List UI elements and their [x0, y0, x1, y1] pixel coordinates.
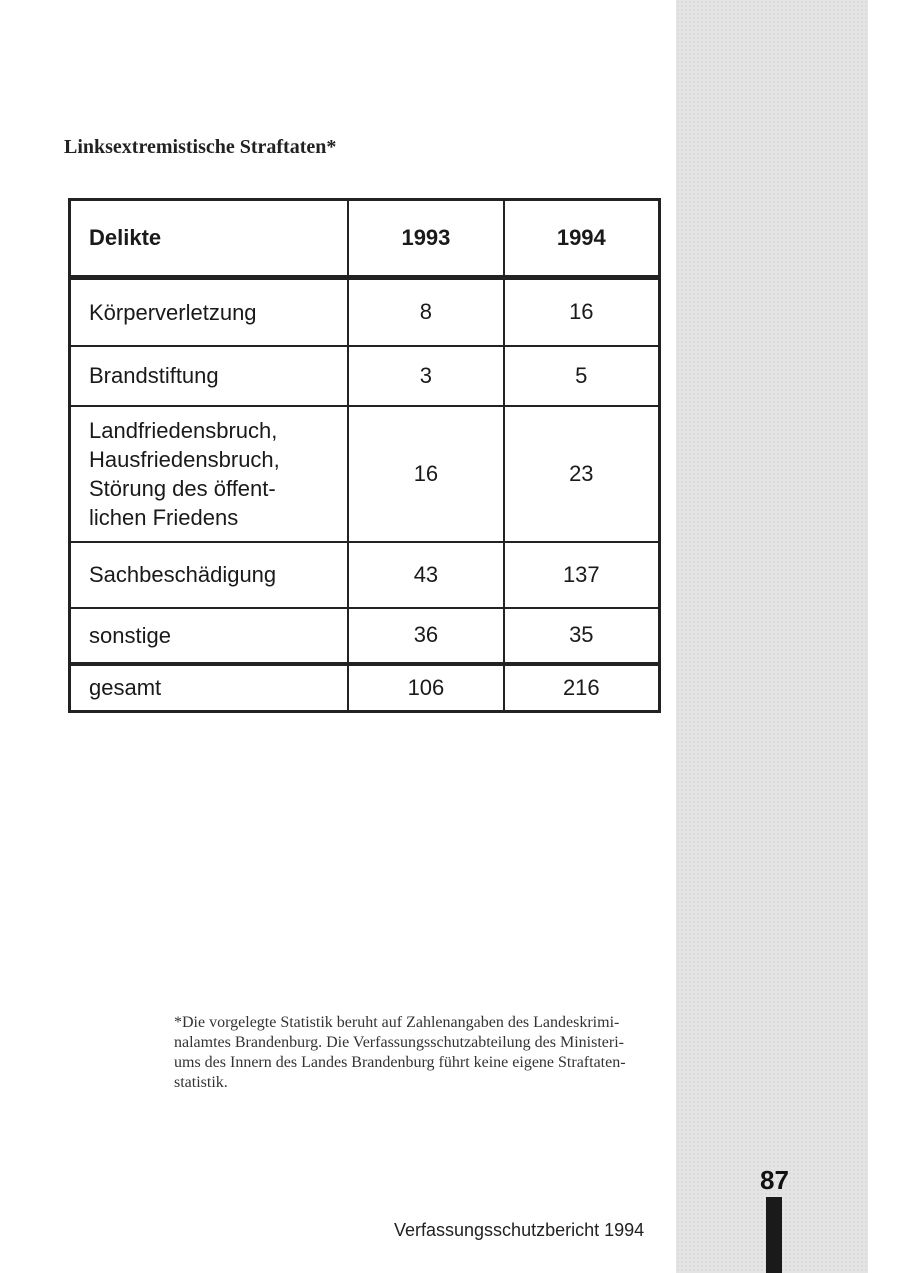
page-number: 87 — [760, 1165, 789, 1195]
label-line: Landfriedensbruch, — [89, 417, 278, 443]
footnote-line: ums des Innern des Landes Brandenburg führt keine eigene Straftaten- — [174, 1054, 626, 1071]
footnote-line: *Die vorgelegte Statistik beruht auf Zahlenangaben des Landeskrimi- — [174, 1014, 620, 1031]
cell-1993: 8 — [348, 278, 503, 346]
cell-1993: 3 — [348, 346, 503, 406]
row-label-koerperverletzung: Körperverletzung — [70, 278, 349, 346]
row-label-brandstiftung: Brandstiftung — [70, 346, 349, 406]
column-header-delikte: Delikte — [70, 200, 349, 278]
label-line: lichen Friedens — [89, 504, 239, 530]
offenses-table — [68, 198, 661, 713]
column-header-1994: 1994 — [504, 200, 660, 278]
row-label-gesamt: gesamt — [70, 664, 349, 712]
table-row — [70, 346, 660, 406]
cell-total-1994: 216 — [504, 664, 660, 712]
table-row — [70, 278, 660, 346]
cell-1994: 5 — [504, 346, 660, 406]
row-label-sonstige: sonstige — [70, 608, 349, 664]
label-line: Hausfriedensbruch, — [89, 446, 280, 472]
cell-1994: 23 — [504, 406, 660, 542]
side-margin-band — [676, 0, 868, 1273]
cell-1993: 43 — [348, 542, 503, 608]
page-title: Linksextremistische Straftaten* — [64, 136, 337, 158]
cell-1994: 35 — [504, 608, 660, 664]
cell-1993: 36 — [348, 608, 503, 664]
table-row — [70, 542, 660, 608]
row-label-sachbeschaedigung: Sachbeschädigung — [70, 542, 349, 608]
table-header-row — [70, 200, 660, 278]
table-row — [70, 608, 660, 664]
label-line: Störung des öffent- — [89, 475, 276, 501]
footnote-line: nalamtes Brandenburg. Die Verfassungsschutzabteilung des Ministeri- — [174, 1034, 624, 1051]
table-row — [70, 406, 660, 542]
cell-1994: 16 — [504, 278, 660, 346]
table-total-row — [70, 664, 660, 712]
footnote-line: statistik. — [174, 1074, 228, 1091]
cell-1994: 137 — [504, 542, 660, 608]
cell-1993: 16 — [348, 406, 503, 542]
footnote — [174, 1013, 674, 1093]
cell-total-1993: 106 — [348, 664, 503, 712]
row-label-landfriedensbruch — [70, 406, 349, 542]
column-header-1993: 1993 — [348, 200, 503, 278]
page-marker-bar — [766, 1197, 782, 1273]
footer-publication-title: Verfassungsschutzbericht 1994 — [394, 1220, 645, 1240]
